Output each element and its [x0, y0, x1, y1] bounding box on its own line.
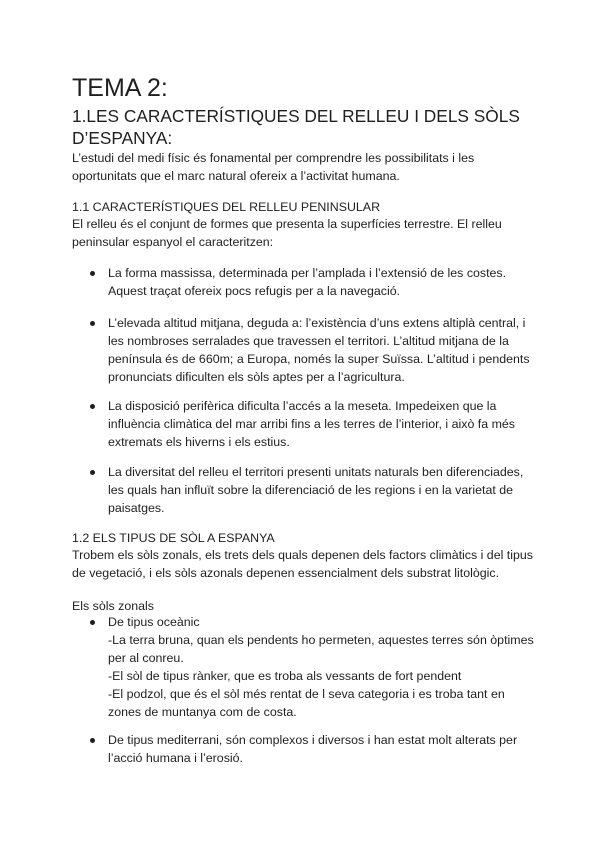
section-paragraph-sols [72, 546, 536, 582]
section-paragraph-relleu [72, 215, 536, 251]
text-line: influència climàtica del mar arribi fins a les terres de l’interior, i això fa més [108, 417, 515, 431]
text-line: zones de muntanya com de costa. [108, 705, 297, 719]
text-line: La diversitat del relleu el territori presenti unitats naturals ben diferenciades, [108, 465, 524, 479]
intro-paragraph [72, 149, 536, 185]
section-heading-relleu: 1.1 CARACTERÍSTIQUES DEL RELLEU PENINSULAR [72, 200, 381, 214]
chapter-heading [72, 105, 536, 149]
page-title: TEMA 2: [72, 74, 168, 102]
text-line: -El podzol, que és el sòl més rentat de l seva categoria i es troba tant en [108, 687, 505, 701]
bullet-icon [90, 321, 95, 326]
text-line: oportunitats que el marc natural ofereix a l’activitat humana. [72, 169, 400, 183]
text-line: peninsular espanyol el caracteritzen: [72, 235, 274, 249]
text-line: les nombroses serralades que travessen el territori. L’altitud mitjana de la [108, 334, 509, 348]
text-line: De tipus mediterrani, són complexos i diversos i han estat molt alterats per [108, 733, 518, 747]
text-line: per al conreu. [108, 651, 184, 665]
text-line: pronunciats dificulten els sòls aptes per a l’agricultura. [108, 370, 405, 384]
bullet-icon [90, 404, 95, 409]
text-line: -La terra bruna, quan els pendents ho permeten, aquestes terres són òptimes [108, 633, 534, 647]
text-line: l’acció humana i l’erosió. [108, 751, 243, 765]
text-line: de vegetació, i els sòls azonals depenen essencialment dels substrat litològic. [72, 566, 500, 580]
text-line: La forma massissa, determinada per l’amplada i l’extensió de les costes. [108, 266, 507, 280]
text-line: Aquest traçat ofereix pocs refugis per a la navegació. [108, 284, 401, 298]
text-line: paisatges. [108, 501, 165, 515]
text-line: les quals han influït sobre la diferenciació de les regions i en la varietat de [108, 483, 514, 497]
text-line: La disposició perifèrica dificulta l’accés a la meseta. Impedeixen que la [108, 399, 497, 413]
bullet-icon [90, 620, 95, 625]
text-line: L’estudi del medi físic és fonamental per comprendre les possibilitats i les [72, 151, 475, 165]
text-line: De tipus oceànic [108, 615, 200, 629]
text-line: El relleu és el conjunt de formes que presenta la superfícies terrestre. El relleu [72, 217, 502, 231]
bullet-icon [90, 738, 95, 743]
text-line: Trobem els sòls zonals, els trets dels quals depenen dels factors climàtics i del tipus [72, 548, 533, 562]
subheading-sols-zonals: Els sòls zonals [72, 599, 154, 613]
text-line: -El sòl de tipus rànker, que es troba als vessants de fort pendent [108, 669, 462, 683]
text-line: L’elevada altitud mitjana, deguda a: l’existència d’uns extens altiplà central, i [108, 316, 526, 330]
bullet-icon [90, 271, 95, 276]
bullet-icon [90, 470, 95, 475]
text-line: península és de 660m; a Europa, només la super Suïssa. L’altitud i pendents [108, 352, 530, 366]
chapter-heading-line: 1.LES CARACTERÍSTIQUES DEL RELLEU I DELS SÒLS [72, 106, 520, 126]
section-heading-sols: 1.2 ELS TIPUS DE SÒL A ESPANYA [72, 531, 275, 545]
chapter-heading-line: D’ESPANYA: [72, 128, 173, 148]
text-line: extremats els hiverns i els estius. [108, 435, 290, 449]
